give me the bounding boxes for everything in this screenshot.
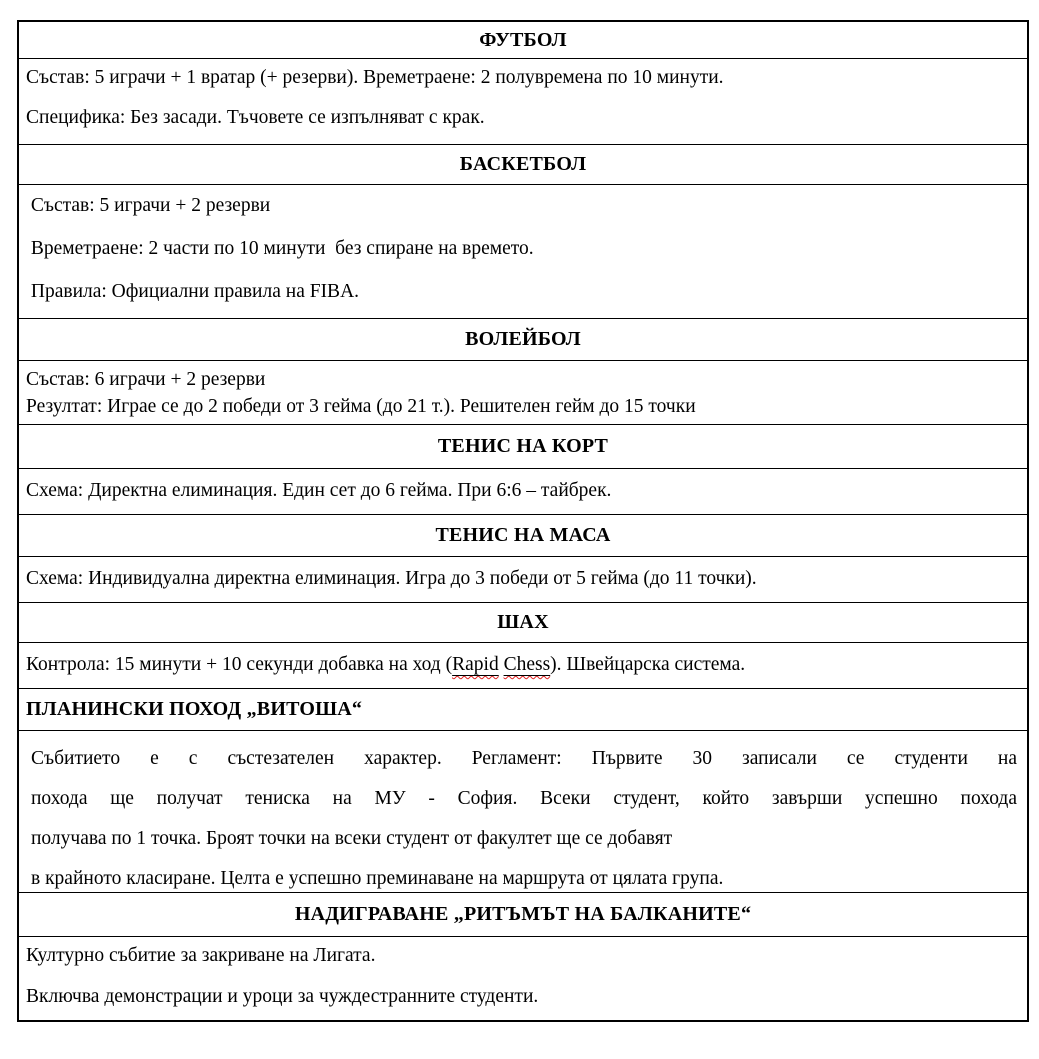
- paragraph: Включва демонстрации и уроци за чуждестранните студенти.: [26, 986, 539, 1007]
- paragraph-line: Събитието е с състезателен характер. Регламент: Първите 30 записали се студенти на: [31, 748, 1017, 769]
- section-header-basketball: [19, 144, 1027, 184]
- paragraph: Времетраене: 2 части по 10 минути без спиране на времето.: [26, 238, 534, 259]
- section-body-tennis-court: [19, 468, 1027, 514]
- section-header-mountain-hike: [19, 688, 1027, 730]
- section-title: ТЕНИС НА КОРТ: [437, 435, 609, 457]
- section-body-chess: [19, 642, 1027, 688]
- section-header-volleyball: [19, 318, 1027, 360]
- section-header-tennis-court: [19, 424, 1027, 468]
- chess-rule-text-post: ). Швейцарска система.: [550, 654, 746, 675]
- section-title: ТЕНИС НА МАСА: [435, 524, 611, 546]
- paragraph: Специфика: Без засади. Тъчовете се изпълняват с крак.: [26, 107, 485, 128]
- paragraph: Схема: Директна елиминация. Един сет до 6 гейма. При 6:6 – тайбрек.: [26, 480, 612, 501]
- spellcheck-underline: [452, 654, 499, 675]
- section-header-dance-off: [19, 892, 1027, 936]
- paragraph-line: в крайното класиране. Целта е успешно преминаване на маршрута от цялата група.: [31, 868, 724, 889]
- section-header-football: [19, 22, 1027, 58]
- section-title: БАСКЕТБОЛ: [459, 153, 587, 175]
- paragraph: Правила: Официални правила на FIBA.: [26, 281, 360, 302]
- section-body-table-tennis: [19, 556, 1027, 602]
- paragraph-line: похода ще получат тениска на МУ - София. Всеки студент, който завърши успешно похода: [31, 788, 1017, 809]
- paragraph-line: получава по 1 точка. Броят точки на всеки студент от факултет ще се добавят: [31, 828, 673, 849]
- section-header-chess: [19, 602, 1027, 642]
- spellcheck-underline: [504, 654, 551, 675]
- spellcheck-word: Rapid: [452, 654, 499, 675]
- section-title: ВОЛЕЙБОЛ: [465, 328, 581, 350]
- section-body-volleyball: [19, 360, 1027, 424]
- section-title: ШАХ: [497, 611, 549, 633]
- paragraph: Състав: 5 играчи + 1 вратар (+ резерви). Времетраене: 2 полувремена по 10 минути.: [26, 67, 724, 88]
- spellcheck-word: Chess: [503, 654, 551, 675]
- paragraph: Културно събитие за закриване на Лигата.: [26, 945, 376, 966]
- paragraph: Схема: Индивидуална директна елиминация. Игра до 3 победи от 5 гейма (до 11 точки).: [26, 568, 757, 589]
- section-body-football: [19, 58, 1027, 144]
- paragraph: Състав: 5 играчи + 2 резерви: [26, 195, 271, 216]
- paragraph: [26, 652, 1019, 678]
- section-body-dance-off: [19, 936, 1027, 1020]
- section-body-mountain-hike: [19, 730, 1027, 892]
- section-title: ФУТБОЛ: [479, 28, 567, 51]
- section-header-table-tennis: [19, 514, 1027, 556]
- section-title: НАДИГРАВАНЕ „РИТЪМЪТ НА БАЛКАНИТЕ“: [294, 903, 752, 925]
- section-title: ПЛАНИНСКИ ПОХОД „ВИТОША“: [26, 698, 363, 720]
- section-body-basketball: [19, 184, 1027, 318]
- chess-rule-text-pre: Контрола: 15 минути + 10 секунди добавка на ход (: [26, 654, 453, 675]
- sports-rules-table: [17, 20, 1029, 1022]
- paragraph: Състав: 6 играчи + 2 резерви: [26, 369, 266, 390]
- paragraph: Резултат: Играе се до 2 победи от 3 гейма (до 21 т.). Решителен гейм до 15 точки: [26, 396, 696, 417]
